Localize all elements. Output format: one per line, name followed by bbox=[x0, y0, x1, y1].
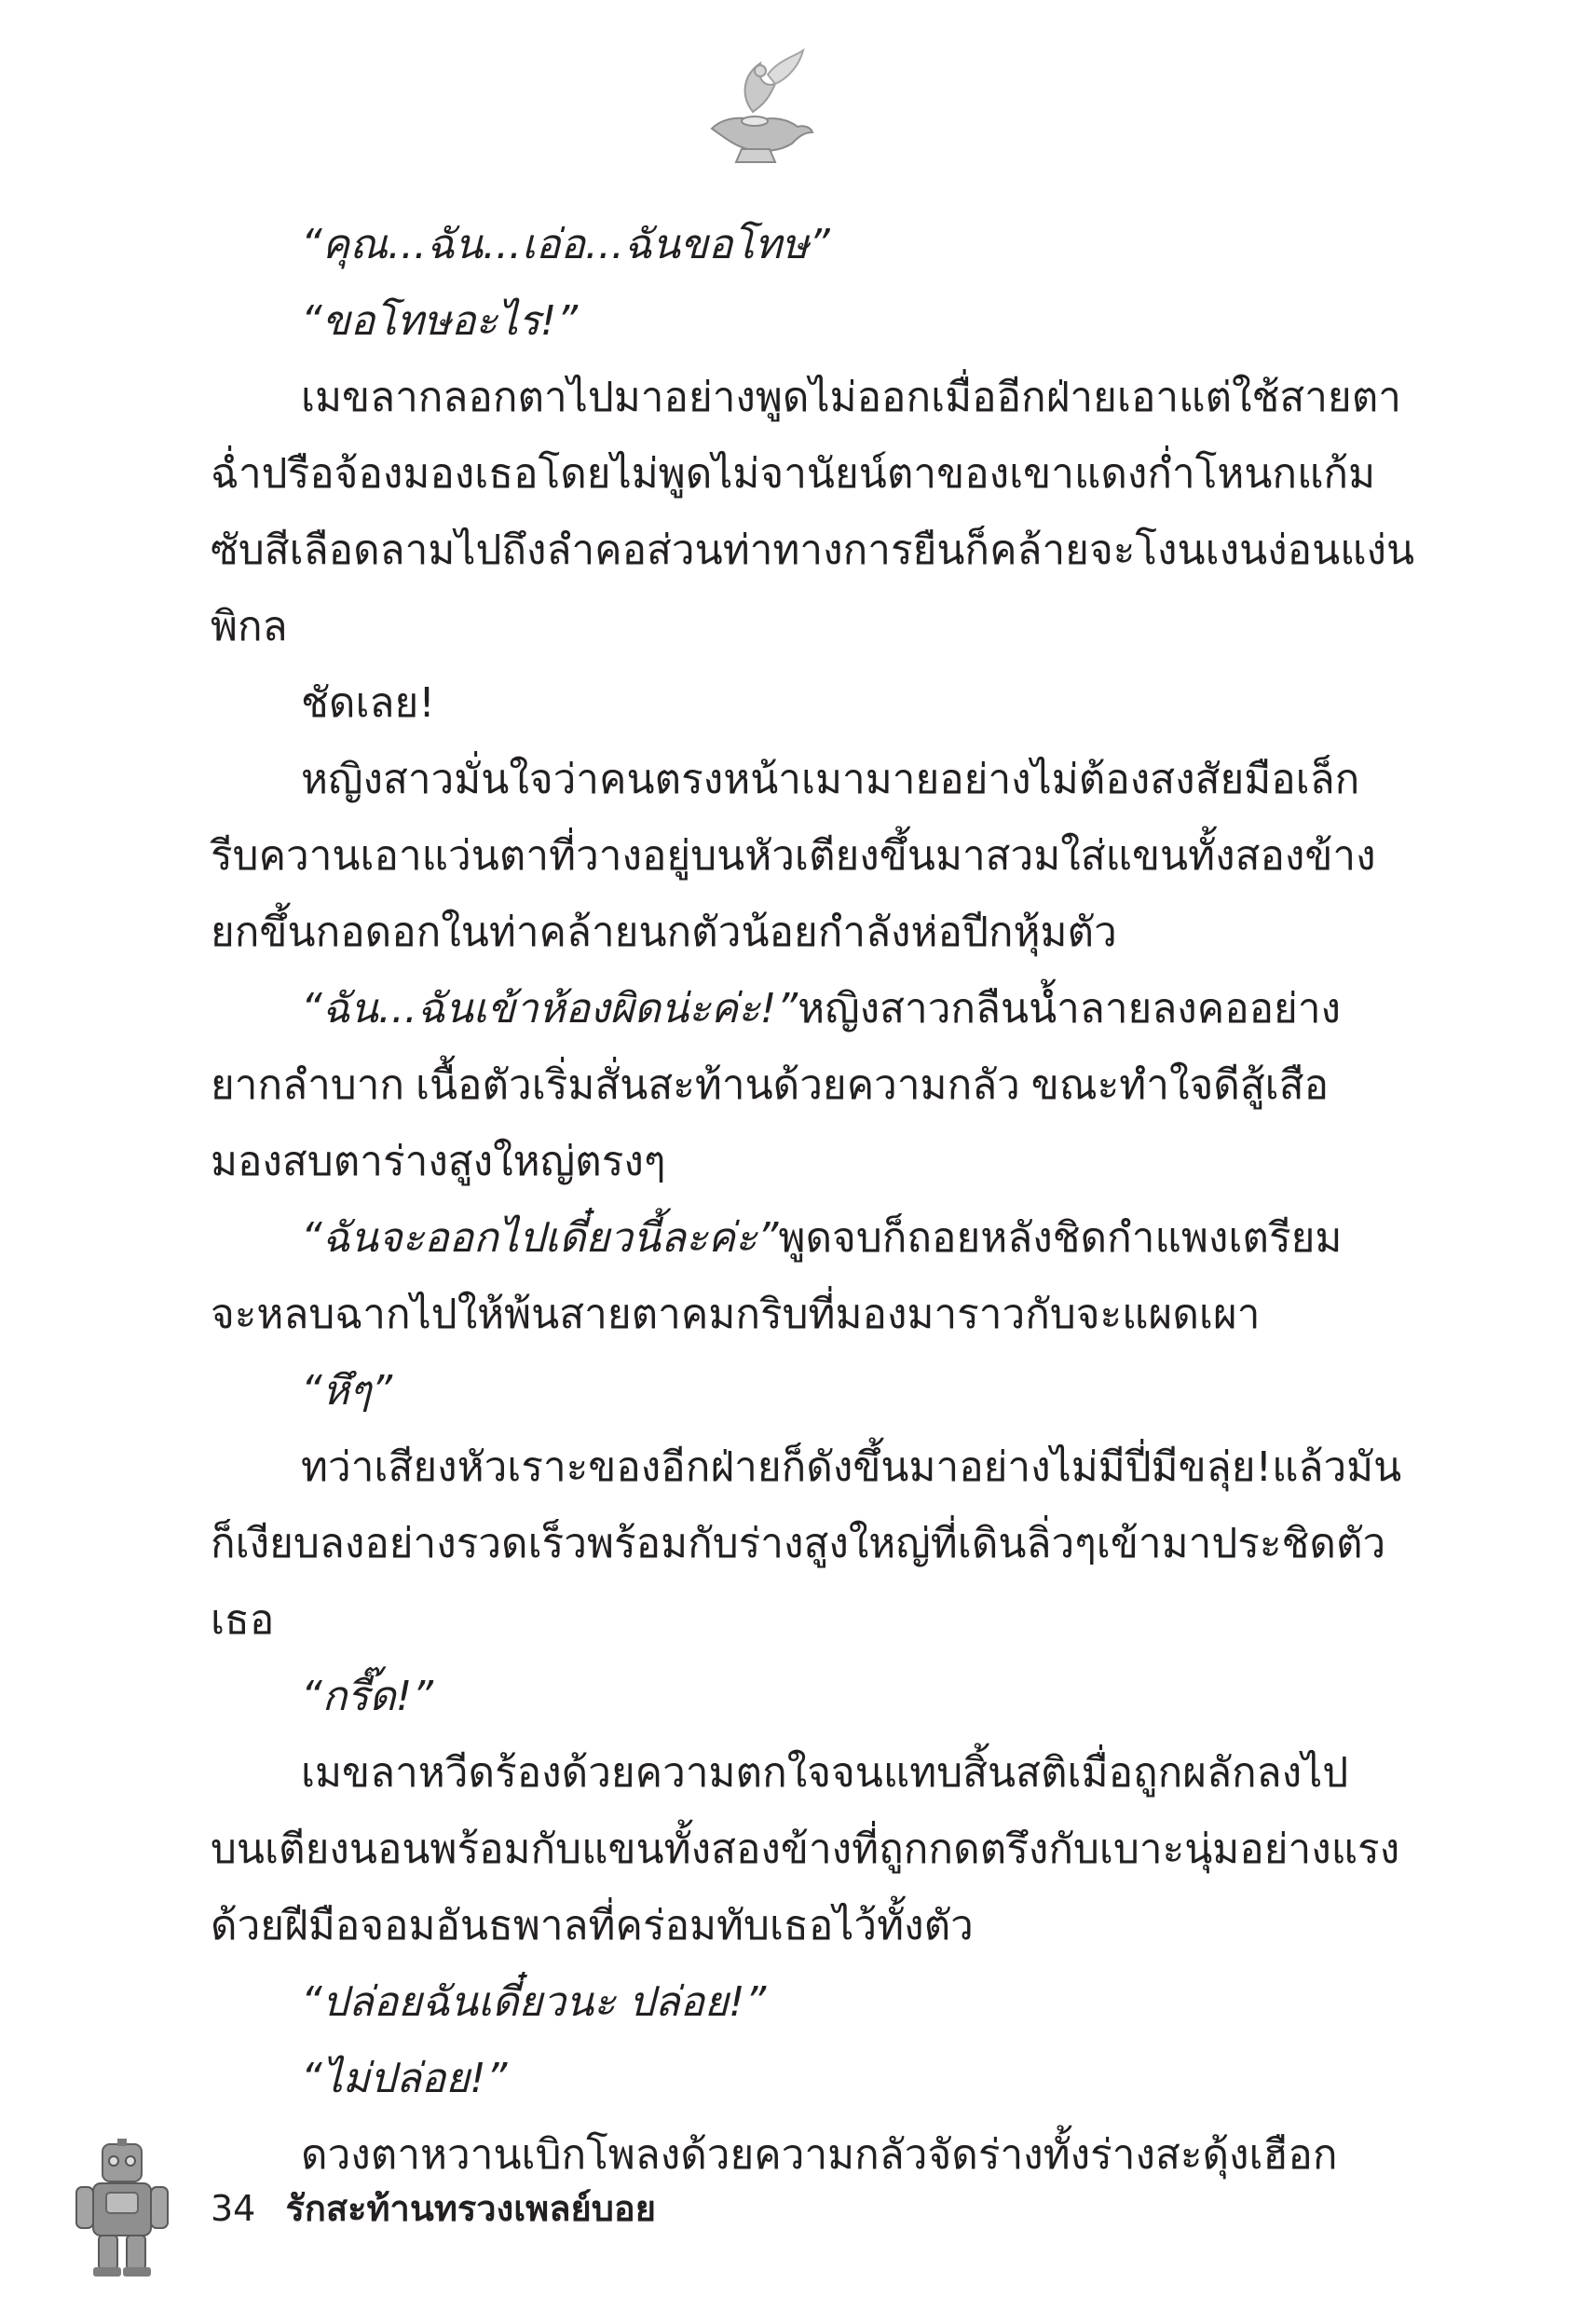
text-line bbox=[211, 1506, 1386, 1582]
body-text bbox=[211, 207, 1415, 2194]
text-line bbox=[211, 1124, 1329, 1200]
text-word: หญิงสาวกลืนน้ำลายลงคออย่าง bbox=[798, 985, 1342, 1032]
text-line bbox=[211, 589, 1329, 665]
narration-text: ยกขึ้นกอดอกในท่าคล้ายนกตัวน้อยกำลังห่อปีกหุ้มตัว bbox=[211, 909, 1117, 956]
narration-text: จะหลบฉากไปให้พ้นสายตาคมกริบที่มองมาราวกับจะแผดเผา bbox=[211, 1291, 1261, 1338]
text-word: มือเล็ก bbox=[1244, 756, 1360, 803]
book-title: รักสะท้านทรวงเพลย์บอย bbox=[285, 2188, 656, 2229]
dialogue-text: “กรี๊ด!” bbox=[301, 1673, 434, 1720]
text-word: แขนทั้งสองข้าง bbox=[1105, 832, 1376, 880]
text-word: เมขลากลอกตาไปมาอย่างพูดไม่ออกเมื่ออีกฝ่ายเอาแต่ใช้สายตา bbox=[301, 374, 1401, 421]
text-word: เนื้อตัวเริ่มสั่นสะท้านด้วยความกลัว bbox=[415, 1061, 1020, 1109]
text-line bbox=[211, 2041, 1329, 2117]
text-line bbox=[211, 1353, 1329, 1429]
magic-lamp-icon bbox=[695, 47, 816, 177]
page-footer bbox=[211, 2176, 656, 2241]
text-word: ดวงตาหวานเบิกโพลงด้วยความกลัวจัด bbox=[301, 2131, 978, 2179]
text-line bbox=[211, 665, 1329, 742]
text-line bbox=[211, 1429, 1402, 1506]
dialogue-text: “หึๆ” bbox=[301, 1367, 393, 1415]
text-word: โหนกแก้ม bbox=[1194, 450, 1376, 498]
text-word: แล้วมัน bbox=[1272, 1443, 1402, 1491]
text-line bbox=[211, 1812, 1400, 1888]
text-line bbox=[211, 971, 1342, 1047]
text-word: นัยน์ตาของเขาแดงก่ำ bbox=[806, 450, 1195, 498]
text-word: ยากลำบาก bbox=[211, 1061, 405, 1109]
text-word: เข้ามาประชิดตัว bbox=[1096, 1520, 1386, 1567]
text-line bbox=[211, 207, 1329, 283]
text-line bbox=[211, 1888, 1329, 1964]
text-word: ฉ่ำปรือจ้องมองเธอโดยไม่พูดไม่จา bbox=[211, 450, 807, 498]
text-word: เตรียม bbox=[1228, 1214, 1343, 1262]
text-word: หญิงสาวมั่นใจว่าคนตรงหน้าเมามายอย่างไม่ต้องสงสัย bbox=[301, 756, 1245, 803]
text-line bbox=[211, 283, 1329, 360]
text-word: เมื่อถูกผลักลงไป bbox=[1067, 1749, 1349, 1797]
text-word: เมขลาหวีดร้องด้วยความตกใจจนแทบสิ้นสติ bbox=[301, 1749, 1068, 1797]
dialogue-text: “คุณ...ฉัน...เอ่อ...ฉันขอโทษ” bbox=[301, 221, 830, 268]
text-line bbox=[211, 513, 1415, 589]
dialogue-text: “ไม่ปล่อย!” bbox=[301, 2055, 508, 2102]
text-word: ร่างทั้งร่างสะดุ้งเฮือก bbox=[977, 2131, 1338, 2179]
narration-text: พิกล bbox=[211, 603, 288, 650]
text-line bbox=[211, 1200, 1343, 1277]
text-word: ทว่าเสียงหัวเราะของอีกฝ่ายก็ดังขึ้นมาอย่างไม่มีปี่มีขลุ่ย! bbox=[301, 1443, 1273, 1491]
text-word: รีบควานเอาแว่นตาที่วางอยู่บนหัวเตียงขึ้นมาสวมใส่ bbox=[211, 832, 1106, 880]
dialogue-text: “ปล่อยฉันเดี๋ยวนะ ปล่อย!” bbox=[301, 1978, 767, 2026]
dialogue-word: “ฉัน...ฉันเข้าห้องผิดน่ะค่ะ!” bbox=[301, 985, 798, 1032]
text-word: บนเตียงนอน bbox=[211, 1826, 430, 1873]
narration-text: มองสบตาร่างสูงใหญ่ตรงๆ bbox=[211, 1138, 666, 1185]
dialogue-text: “ขอโทษอะไร!” bbox=[301, 297, 579, 345]
text-line bbox=[211, 436, 1376, 513]
text-line bbox=[211, 360, 1401, 436]
text-line bbox=[211, 1659, 1329, 1735]
robot-icon bbox=[65, 2139, 186, 2278]
text-word: ก็เงียบลงอย่างรวดเร็วพร้อมกับร่างสูงใหญ่ที่เดินลิ่วๆ bbox=[211, 1520, 1097, 1567]
text-word: ขณะทำใจดีสู้เสือ bbox=[1030, 1061, 1329, 1109]
text-word: ซับสีเลือดลามไปถึงลำคอ bbox=[211, 526, 648, 574]
text-line bbox=[211, 818, 1376, 895]
text-line bbox=[211, 1964, 1329, 2041]
narration-text: เธอ bbox=[211, 1596, 275, 1644]
narration-text: ชัดเลย! bbox=[301, 679, 435, 727]
dialogue-word: “ฉันจะออกไปเดี๋ยวนี้ละค่ะ” bbox=[301, 1214, 779, 1262]
text-line bbox=[211, 1735, 1349, 1812]
text-line bbox=[211, 895, 1329, 971]
text-line bbox=[211, 1582, 1329, 1659]
text-line bbox=[211, 1277, 1329, 1353]
text-word: ส่วนท่าทางการยืนก็คล้ายจะโงนเงนง่อนแง่น bbox=[647, 526, 1415, 574]
text-word: พร้อมกับแขนทั้งสองข้างที่ถูกกดตรึงกับเบาะนุ่มอย่างแรง bbox=[430, 1826, 1400, 1873]
text-line bbox=[211, 1047, 1329, 1124]
page-number: 34 bbox=[211, 2188, 256, 2229]
narration-text: ด้วยฝีมือจอมอันธพาลที่คร่อมทับเธอไว้ทั้งตัว bbox=[211, 1902, 974, 1949]
text-word: พูดจบก็ถอยหลังชิดกำแพง bbox=[778, 1214, 1229, 1262]
text-line bbox=[211, 742, 1360, 818]
